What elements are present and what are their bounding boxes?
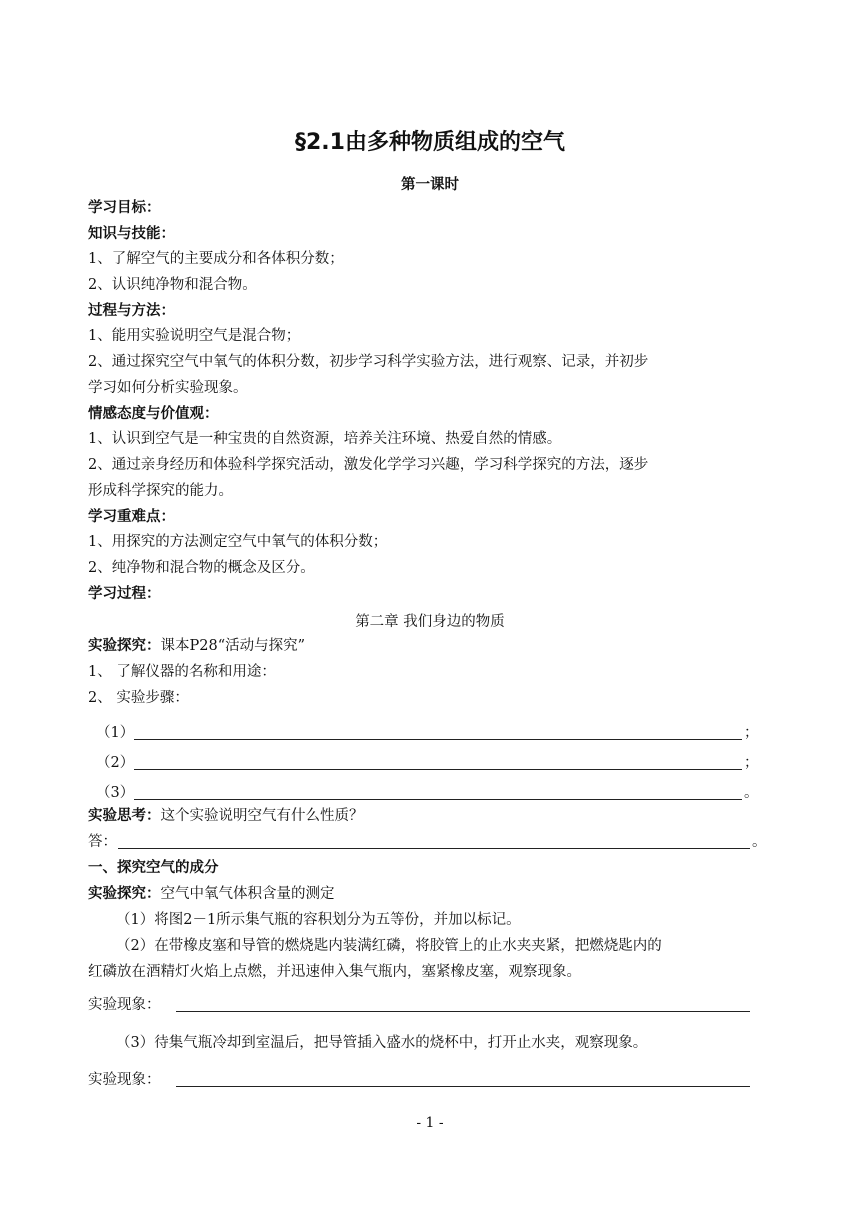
blank-2-prefix: （2） xyxy=(96,755,135,771)
emotion-item-2b: 形成科学探究的能力。 xyxy=(88,483,233,499)
experiment-label: 实验探究： xyxy=(88,638,161,654)
section1-experiment-text: 空气中氧气体积含量的测定 xyxy=(160,886,335,902)
lesson-subtitle: 第一课时 xyxy=(401,177,459,193)
blank-1-line[interactable] xyxy=(134,739,742,740)
page-number: - 1 - xyxy=(416,1115,444,1131)
knowledge-item-1: 1、了解空气的主要成分和各体积分数； xyxy=(88,251,344,267)
knowledge-item-2: 2、认识纯净物和混合物。 xyxy=(88,277,257,293)
blank-2-end: ； xyxy=(744,755,759,771)
process-item-2b: 学习如何分析实验现象。 xyxy=(88,380,248,396)
process-section-heading: 学习过程： xyxy=(88,586,161,602)
section1-step-2a: （2）在带橡皮塞和导管的燃烧匙内装满红磷，将胶管上的止水夹夹紧，把燃烧匙内的 xyxy=(116,938,662,954)
process-item-2a: 2、通过探究空气中氧气的体积分数，初步学习科学实验方法，进行观察、记录，并初步 xyxy=(88,354,649,370)
section1-step-1: （1）将图2－1所示集气瓶的容积划分为五等份，并加以标记。 xyxy=(116,912,521,928)
page-title: §2.1由多种物质组成的空气 xyxy=(295,130,565,155)
section1-step-2b: 红磷放在酒精灯火焰上点燃，并迅速伸入集气瓶内，塞紧橡皮塞，观察现象。 xyxy=(88,964,581,980)
key-points-heading: 学习重难点： xyxy=(88,509,175,525)
emotion-item-2a: 2、通过亲身经历和体验科学探究活动，激发化学学习兴趣，学习科学探究的方法，逐步 xyxy=(88,457,649,473)
blank-1-end: ； xyxy=(744,725,759,741)
blank-1-prefix: （1） xyxy=(96,725,135,741)
phenomenon-2-line[interactable] xyxy=(176,1086,750,1087)
process-item-1: 1、能用实验说明空气是混合物； xyxy=(88,328,301,344)
emotion-heading: 情感态度与价值观： xyxy=(88,406,219,422)
answer-prefix: 答： xyxy=(88,834,117,850)
key-point-2: 2、纯净物和混合物的概念及区分。 xyxy=(88,560,315,576)
experiment-step-b: 2、 实验步骤： xyxy=(88,690,189,706)
answer-end: 。 xyxy=(752,834,767,850)
blank-3-end: 。 xyxy=(744,785,759,801)
blank-3-prefix: （3） xyxy=(96,785,135,801)
phenomenon-2-label: 实验现象： xyxy=(88,1072,161,1088)
section1-heading: 一、探究空气的成分 xyxy=(88,860,219,876)
knowledge-heading: 知识与技能： xyxy=(88,226,175,242)
blank-3-line[interactable] xyxy=(134,799,742,800)
experiment-step-a: 1、 了解仪器的名称和用途： xyxy=(88,664,276,680)
blank-2-line[interactable] xyxy=(134,769,742,770)
experiment-line xyxy=(88,636,305,656)
thinking-line xyxy=(88,806,364,826)
phenomenon-1-label: 实验现象： xyxy=(88,997,161,1013)
section1-experiment-line xyxy=(88,884,335,904)
key-point-1: 1、用探究的方法测定空气中氧气的体积分数； xyxy=(88,534,388,550)
section1-experiment-label: 实验探究： xyxy=(88,886,161,902)
answer-line[interactable] xyxy=(118,848,750,849)
chapter-title: 第二章 我们身边的物质 xyxy=(355,614,505,630)
process-heading: 过程与方法： xyxy=(88,303,175,319)
thinking-text: 这个实验说明空气有什么性质？ xyxy=(160,808,364,824)
emotion-item-1: 1、认识到空气是一种宝贵的自然资源，培养关注环境、热爱自然的情感。 xyxy=(88,431,562,447)
section1-step-3: （3）待集气瓶冷却到室温后，把导管插入盛水的烧杯中，打开止水夹，观察现象。 xyxy=(116,1035,648,1051)
thinking-label: 实验思考： xyxy=(88,808,161,824)
experiment-text: 课本P28“活动与探究” xyxy=(160,638,306,654)
phenomenon-1-line[interactable] xyxy=(176,1011,750,1012)
objectives-heading: 学习目标： xyxy=(88,200,161,216)
